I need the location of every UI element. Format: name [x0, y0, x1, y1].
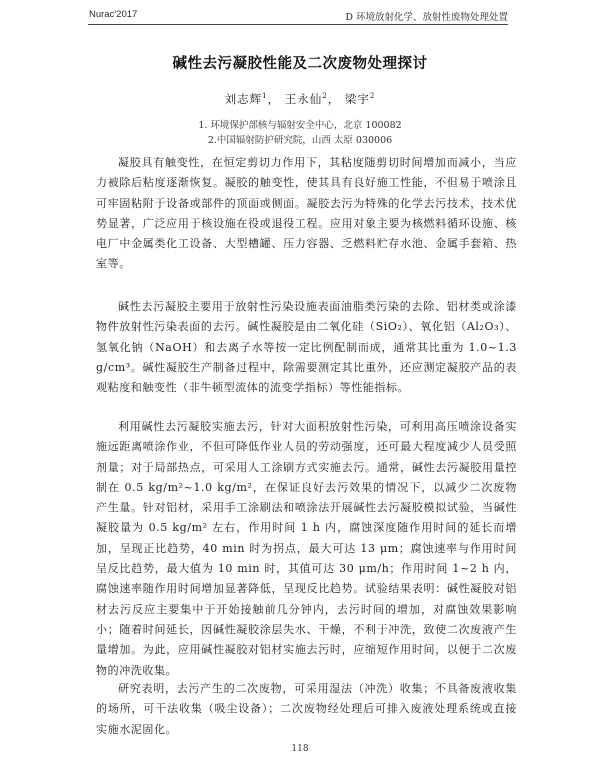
paper-title: 碱性去污凝胶性能及二次废物处理探讨 [172, 55, 428, 72]
paragraph-text: 利用碱性去污凝胶实施去污，针对大面积放射性污染，可利用高压喷涂设备实施远距离喷涂作业，不但可降低作业人员的劳动强度，还可最大程度减少人员受照剂量；对于局部热点，可采用人工涂刷方式实施去污。通常，碱性去污凝胶用量控制在 0.5 kg/m²~1.0 kg/m²，在保证良好去污效果的情况下，以减少二次废物产生量。针对铝材，采用手工涂刷法和喷涂法开展碱性去污凝胶模拟试验，当碱性凝胶量为 0.5 kg/m² 左右，作用时间 1 h 内，腐蚀深度随作用时间的延长而增加，呈现正比趋势，40 min 时为拐点，最大可达 13 μm；腐蚀速率与作用时间呈反比趋势，最大值为 10 min 时，其值可达 30 μm/h；作用时间 1~2 h 内，腐蚀速率随作用时间增加显著降低，呈现反比趋势。试验结果表明：碱性凝胶对铝材去污反应主要集中于开始接触前几分钟内，去污时间的增加，对腐蚀效果影响小；随着时间延长，因碱性凝胶涂层失水、干燥，不利于冲洗，致使二次废液产生量增加。为此，应用碱性凝胶对铝材实施去污时，应缩短作用时间，以便于二次废物的冲洗收集。 [96, 420, 517, 677]
paragraph-text: 碱性去污凝胶主要用于放射性污染设施表面油脂类污染的去除、铝材类或涂漆物件放射性污染表面的去污。碱性凝胶是由二氧化硅（SiO₂）、氧化铝（Al₂O₃）、氢氧化钠（NaOH）和去离子水等按一定比例配制而成，通常其比重为 1.0~1.3 g/cm³。碱性凝胶生产制备过程中，除需要测定其比重外，还应测定凝胶产品的表观粘度和触变性（非牛顿型流体的流变学指标）等性能指标。 [96, 300, 517, 395]
affiliation-1: 1. 环境保护部核与辐射安全中心，北京 100082 [198, 120, 402, 131]
paragraph-text: 凝胶具有触变性，在恒定剪切力作用下，其粘度随剪切时间增加而减小，当应力被除后粘度逐渐恢复。凝胶的触变性，使其具有良好施工性能，不但易于喷涂且可牢固粘附于设备或部件的顶面或侧面。凝胶去污为特殊的化学去污技术，技术优势显著，广泛应用于核设施在役或退役工程。应用对象主要为核燃料循环设施、核电厂中金属类化工设备、大型槽罐、压力容器、乏燃料贮存水池、金属手套箱、热室等。 [96, 156, 517, 271]
author-affiliation-mark: 1 [262, 92, 268, 101]
affiliation-2: 2.中国辐射防护研究院，山西 太原 030006 [207, 135, 393, 146]
body-paragraph-4 [96, 679, 517, 740]
running-header-left: Nurac'2017 [89, 9, 138, 20]
author-list: 刘志辉$^1$， 王永仙$^2$， 梁宇$^2$ [224, 92, 376, 106]
author-name: 王永仙 [284, 92, 323, 106]
body-paragraph-2 [96, 297, 517, 398]
author-affiliation-mark: 2 [369, 92, 376, 101]
paragraph-text: 研究表明，去污产生的二次废物，可采用湿法（冲洗）收集；不具备废液收集的场所，可干法收集（吸尘设备）；二次废物经处理后可排入废液处理系统或直接实施水泥固化。 [96, 682, 517, 736]
author-name: 梁宇 [344, 92, 370, 106]
author-name: 刘志辉 [224, 92, 263, 106]
author-affiliation-mark: 2 [322, 92, 328, 101]
body-paragraph-1 [96, 153, 517, 275]
header-rule [88, 24, 508, 25]
page-number: 118 [291, 744, 309, 754]
body-paragraph-3 [96, 417, 517, 681]
running-header-right: D 环境放射化学、放射性废物处理处置 [345, 12, 508, 23]
